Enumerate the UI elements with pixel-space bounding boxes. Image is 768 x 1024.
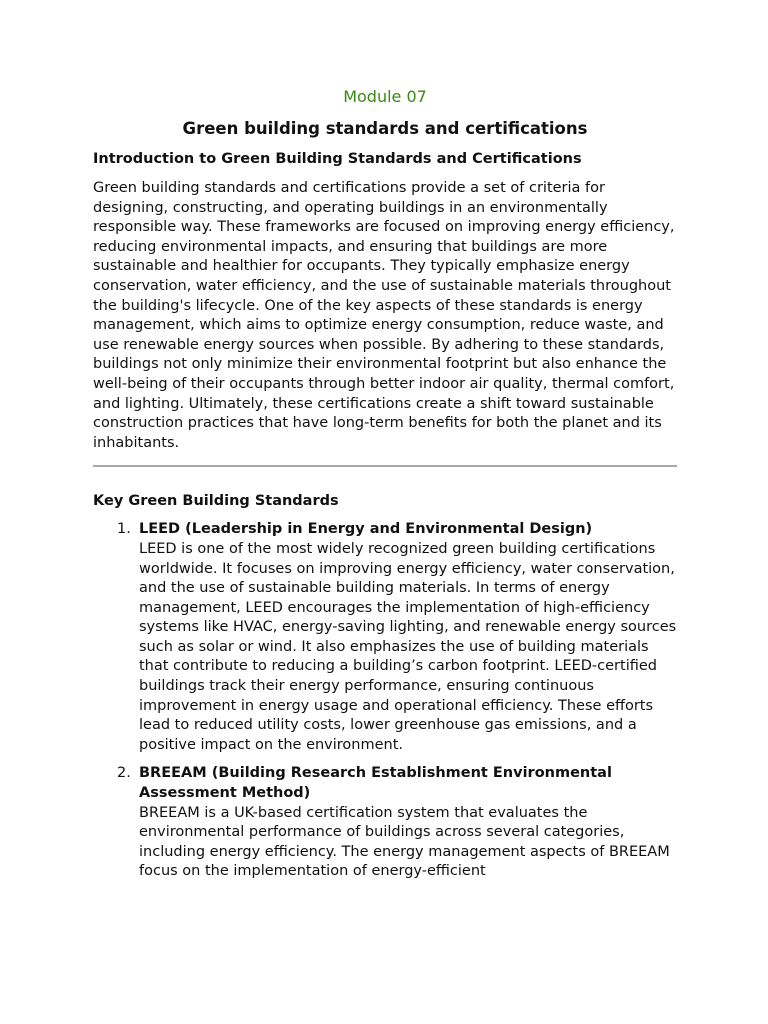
- module-label: Module 07: [343, 87, 427, 106]
- intro-heading: Introduction to Green Building Standards and Certifications: [93, 151, 582, 167]
- list-item-body: LEED is one of the most widely recognized green building certifications worldwide. It focuses on improving energy efficiency, water conservation, and the use of sustainable building materials. In terms of energy management, LEED encourages the implementation of high-efficiency systems like HVAC, energy-saving lighting, and renewable energy sources such as solar or wind. It also emphasizes the use of building materials that contribute to reducing a building’s carbon footprint. LEED-certified buildings track their energy performance, ensuring continuous improvement in energy usage and operational efficiency. These efforts lead to reduced utility costs, lower greenhouse gas emissions, and a positive impact on the environment.: [139, 540, 677, 753]
- list-item: [93, 520, 677, 755]
- list-item-number: 2.: [117, 765, 131, 782]
- list-item-body: BREEAM is a UK-based certification system that evaluates the environmental performance of buildings across several categories, including energy efficiency. The energy management aspects of BREEAM focus on the implementation of energy-efficient: [139, 804, 670, 880]
- page-title: Green building standards and certifications: [182, 119, 588, 138]
- document-content: [93, 86, 677, 891]
- intro-paragraph: Green building standards and certifications provide a set of criteria for designing, constructing, and operating buildings in an environmentally responsible way. These frameworks are focused on improving energy efficiency, reducing environmental impacts, and ensuring that buildings are more sustainable and healthier for occupants. They typically emphasize energy conservation, water efficiency, and the use of sustainable materials throughout the building's lifecycle. One of the key aspects of these standards is energy management, which aims to optimize energy consumption, reduce waste, and use renewable energy sources when possible. By adhering to these standards, buildings not only minimize their environmental footprint but also enhance the well-being of their occupants through better indoor air quality, thermal comfort, and lighting. Ultimately, these certifications create a shift toward sustainable construction practices that have long-term benefits for both the planet and its inhabitants.: [93, 180, 675, 451]
- list-item-number: 1.: [117, 521, 131, 538]
- standards-list: [93, 520, 677, 882]
- list-item: [93, 764, 677, 882]
- list-item-title: BREEAM (Building Research Establishment Environmental Assessment Method): [139, 765, 612, 802]
- list-item-title: LEED (Leadership in Energy and Environmental Design): [139, 521, 593, 538]
- section-divider: [93, 465, 677, 467]
- key-standards-heading: Key Green Building Standards: [93, 493, 339, 510]
